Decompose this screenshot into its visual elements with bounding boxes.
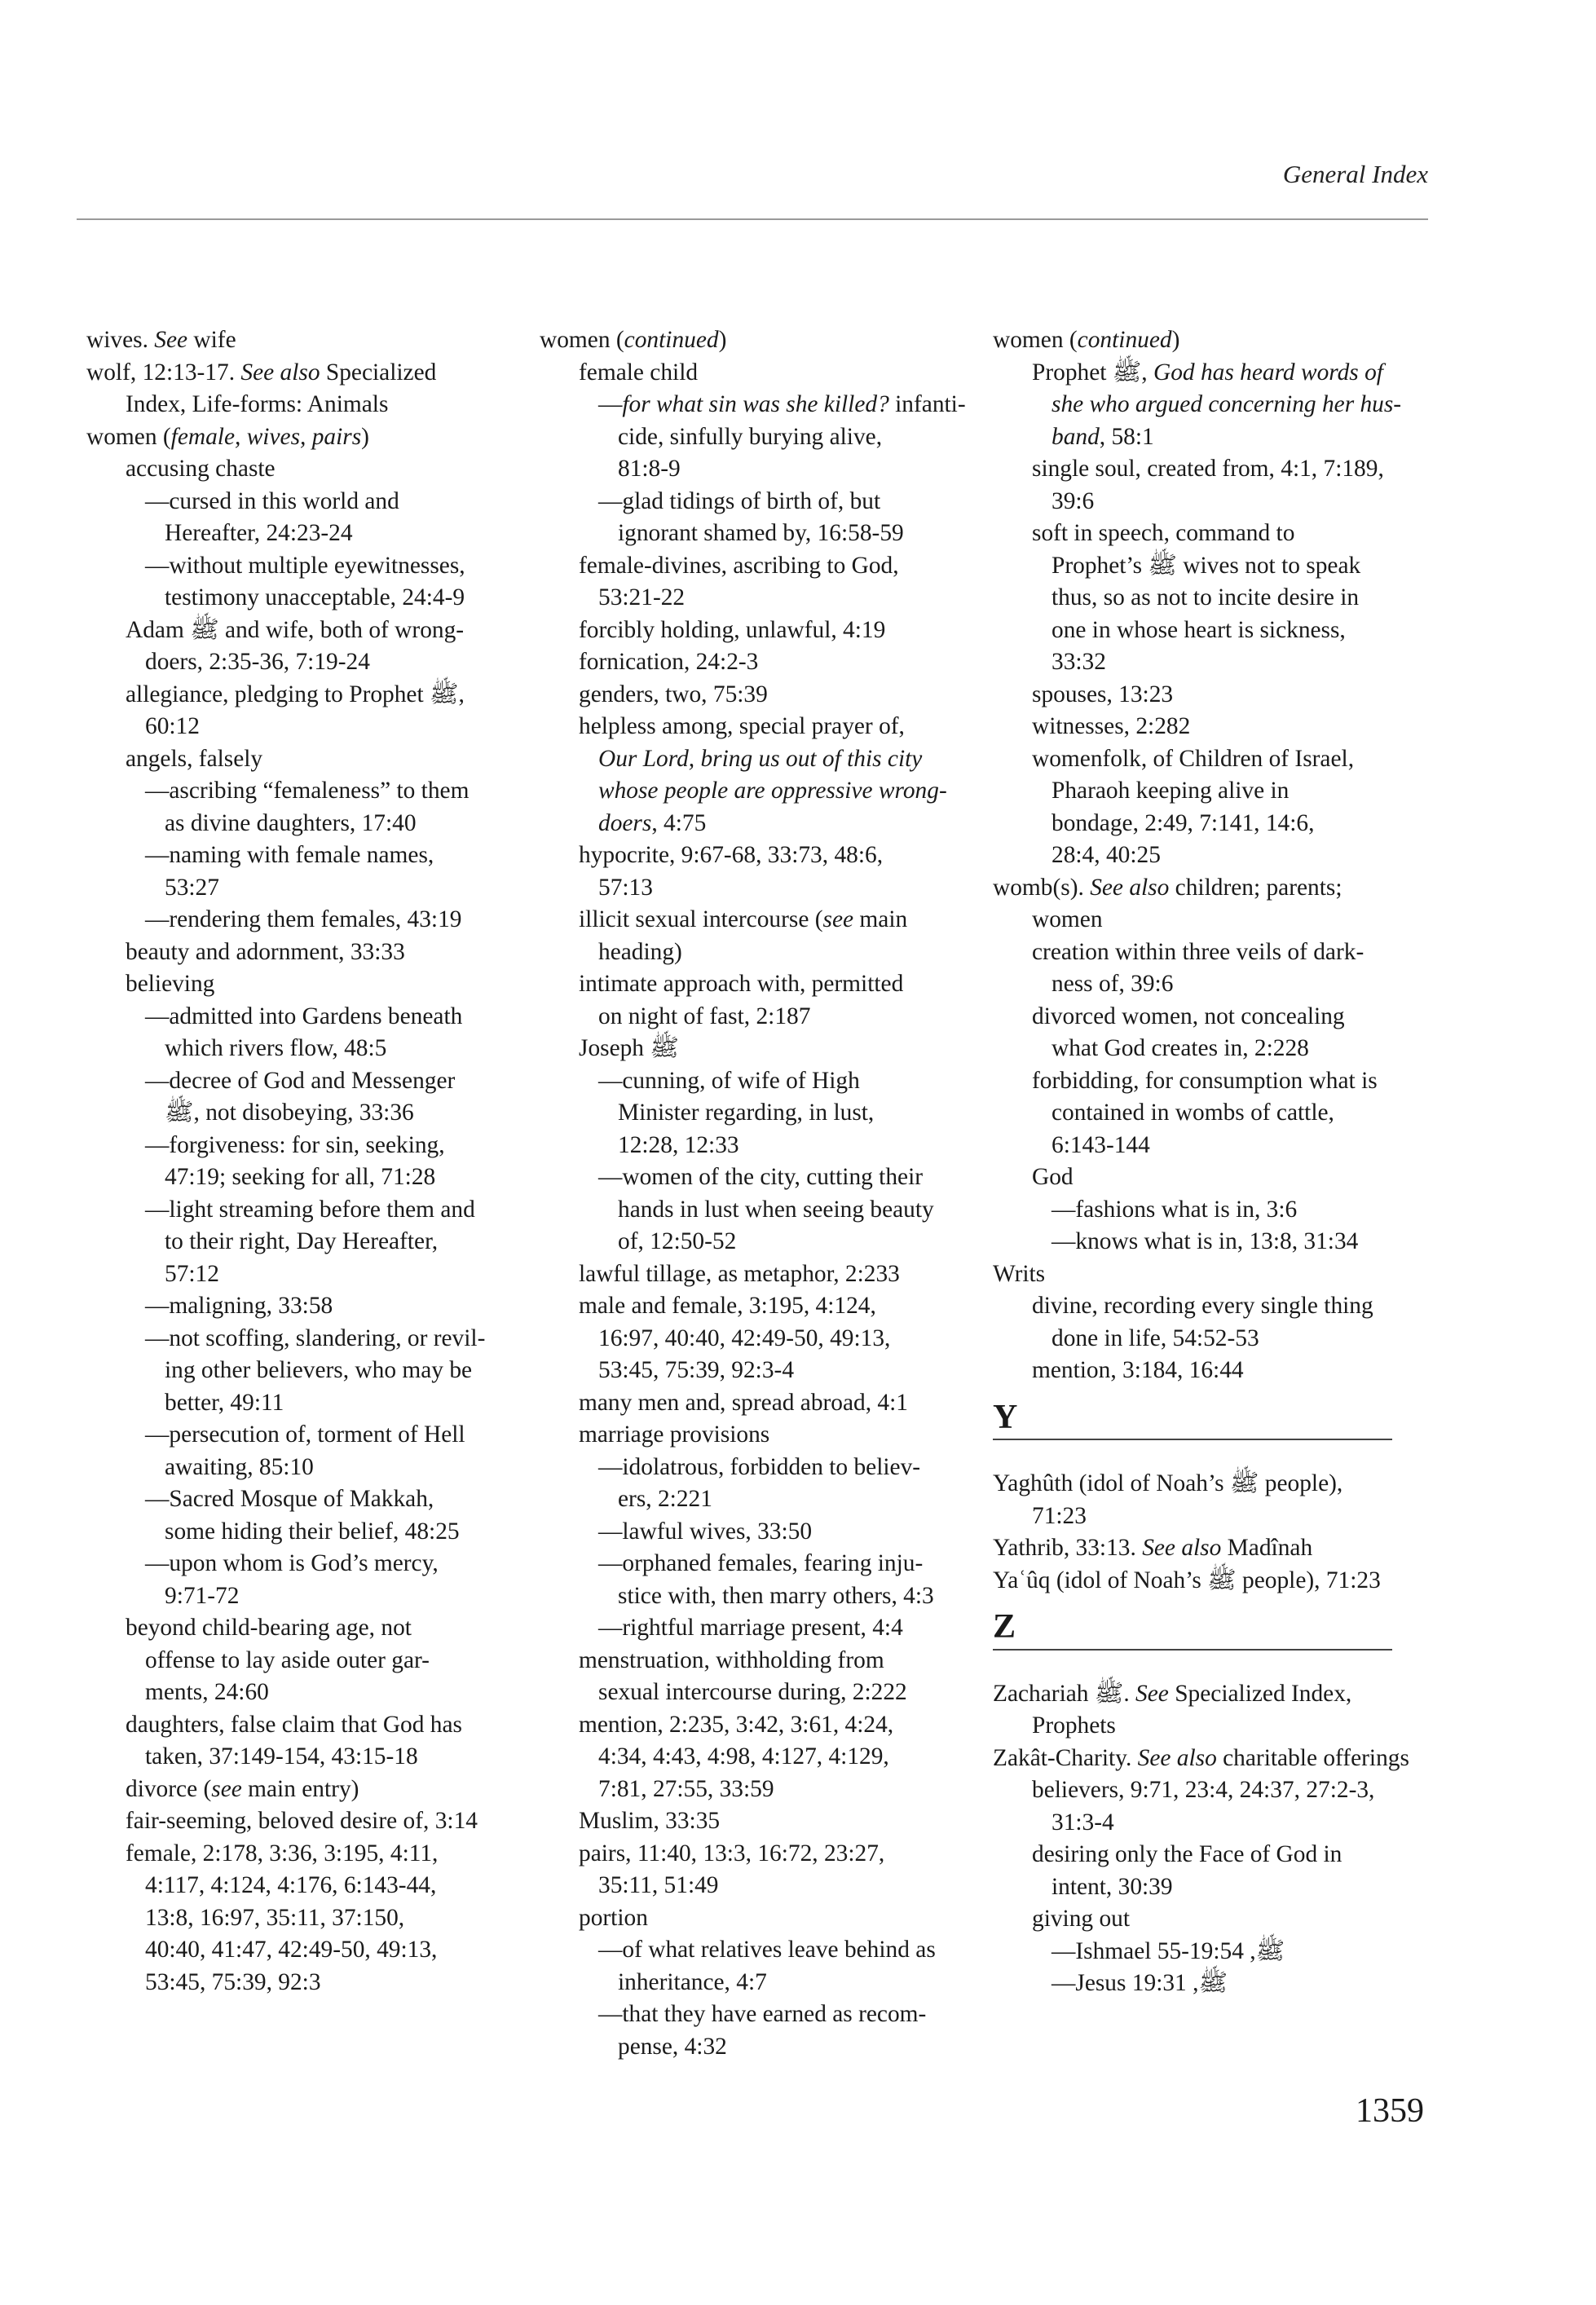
index-entry-line: 4:117, 4:124, 4:176, 6:143-44, (145, 1872, 437, 1898)
index-entry-line: —cursed in this world and (145, 487, 399, 514)
index-entry-line: —knows what is in, 13:8, 31:34 (1052, 1228, 1359, 1254)
index-entry-line: —decree of God and Messenger (145, 1067, 456, 1094)
index-entry-line: —admitted into Gardens beneath (145, 1003, 463, 1029)
running-head: General Index (1282, 160, 1428, 188)
index-entry-line: doers, 2:35-36, 7:19-24 (145, 649, 370, 675)
index-entry-line: 53:45, 75:39, 92:3 (145, 1968, 321, 1995)
index-entry-line: womenfolk, of Children of Israel, (1032, 745, 1355, 772)
index-entry-line: she who argued concerning her hus- (1052, 391, 1402, 417)
index-entry-line: ers, 2:221 (618, 1486, 712, 1512)
index-entry-line: 35:11, 51:49 (598, 1872, 719, 1898)
index-entry-line: divorce (see main entry) (126, 1775, 359, 1802)
index-entry-line: —Ishmael ﷺ, 19:54-55 (1052, 1937, 1285, 1964)
index-entry-line: pense, 4:32 (618, 2033, 727, 2060)
index-entry-line: —maligning, 33:58 (145, 1293, 333, 1319)
index-entry-line: desiring only the Face of God in (1032, 1841, 1342, 1867)
index-entry-line: 31:3-4 (1052, 1809, 1114, 1836)
index-entry-line: 57:12 (165, 1260, 219, 1287)
index-entry-line: helpless among, special prayer of, (579, 713, 905, 739)
index-column-2 (540, 324, 980, 2063)
index-entry-line: women (female, wives, pairs) (86, 423, 369, 450)
index-entry-line: cide, sinfully burying alive, (618, 423, 883, 450)
index-entry-line: marriage provisions (579, 1421, 770, 1448)
index-entry-line: 7:81, 27:55, 33:59 (598, 1775, 774, 1802)
index-entry-line: Our Lord, bring us out of this city (598, 745, 923, 772)
index-entry-line: lawful tillage, as metaphor, 2:233 (579, 1260, 900, 1287)
index-entry-line: taken, 37:149-154, 43:15-18 (145, 1743, 418, 1770)
index-entry-line: 33:32 (1052, 649, 1106, 675)
index-entry-line: beyond child-bearing age, not (126, 1615, 412, 1641)
header-rule (77, 218, 1428, 220)
index-entry-line: —naming with female names, (145, 842, 434, 868)
index-entry-line: some hiding their belief, 48:25 (165, 1518, 460, 1545)
index-entry-line: Yaghûth (idol of Noah’s ﷺ people), (993, 1470, 1343, 1496)
index-entry-line: 9:71-72 (165, 1582, 240, 1609)
index-entry-line: 12:28, 12:33 (618, 1131, 739, 1158)
index-entry-line: heading) (598, 938, 682, 965)
index-entry-line: genders, two, 75:39 (579, 681, 768, 707)
index-entry-line: womb(s). See also children; parents; (993, 874, 1342, 901)
index-entry-line: offense to lay aside outer gar- (145, 1646, 430, 1673)
index-entry-line: female, 2:178, 3:36, 3:195, 4:11, (126, 1840, 439, 1866)
index-entry-line: ness of, 39:6 (1052, 971, 1174, 997)
index-entry-line: —rightful marriage present, 4:4 (598, 1615, 903, 1641)
index-entry-line: illicit sexual intercourse (see main (579, 906, 908, 932)
index-entry-line: thus, so as not to incite desire in (1052, 584, 1360, 610)
index-entry-line: God (1032, 1164, 1074, 1190)
index-entry-line: 53:21-22 (598, 584, 686, 610)
index-entry-line: doers, 4:75 (598, 809, 707, 836)
index-entry-line: divorced women, not concealing (1032, 1003, 1345, 1029)
index-entry-line: Zachariah ﷺ. See Specialized Index, (993, 1680, 1352, 1707)
index-entry-line: Yathrib, 33:13. See also Madînah (993, 1535, 1313, 1561)
index-column-1 (86, 324, 527, 1999)
section-rule (993, 1649, 1392, 1651)
index-entry-line: —lawful wives, 33:50 (598, 1518, 813, 1545)
index-entry-line: women (continued) (993, 327, 1180, 353)
index-entry-line: soft in speech, command to (1032, 520, 1295, 546)
index-entry-line: —Sacred Mosque of Makkah, (145, 1486, 434, 1512)
index-entry-line: Minister regarding, in lust, (618, 1100, 875, 1126)
index-entry-line: —without multiple eyewitnesses, (145, 552, 465, 579)
index-entry-line: Joseph ﷺ (579, 1035, 679, 1061)
index-entry-line: daughters, false claim that God has (126, 1711, 462, 1738)
index-entry-line: —persecution of, torment of Hell (145, 1421, 465, 1448)
index-entry-line: band, 58:1 (1052, 423, 1154, 450)
index-entry-line: —light streaming before them and (145, 1196, 475, 1223)
index-entry-line: fornication, 24:2-3 (579, 649, 759, 675)
index-entry-line: to their right, Day Hereafter, (165, 1228, 439, 1254)
index-entry-line: Adam ﷺ and wife, both of wrong- (126, 616, 465, 643)
index-entry-line: —forgiveness: for sin, seeking, (145, 1131, 445, 1158)
index-entry-line: believing (126, 971, 215, 997)
index-entry-line: stice with, then marry others, 4:3 (618, 1582, 934, 1609)
index-entry-line: —glad tidings of birth of, but (598, 487, 881, 514)
index-entry-line: mention, 3:184, 16:44 (1032, 1357, 1244, 1383)
index-entry-line: 6:143-144 (1052, 1131, 1150, 1158)
index-entry-line: 53:45, 75:39, 92:3-4 (598, 1357, 795, 1383)
index-entry-line: many men and, spread abroad, 4:1 (579, 1389, 908, 1416)
index-entry-line: —not scoffing, slandering, or revil- (145, 1324, 486, 1351)
index-entry-line: divine, recording every single thing (1032, 1293, 1373, 1319)
index-entry-line: ignorant shamed by, 16:58-59 (618, 520, 904, 546)
index-entry-line: —rendering them females, 43:19 (145, 906, 462, 932)
index-entry-line: menstruation, withholding from (579, 1646, 884, 1673)
index-column-3 (993, 324, 1441, 2000)
index-entry-line: —Jesus ﷺ, 19:31 (1052, 1970, 1228, 1996)
index-entry-line: Pharaoh keeping alive in (1052, 778, 1290, 804)
index-entry-line: giving out (1032, 1906, 1131, 1932)
index-entry-line: —women of the city, cutting their (598, 1164, 924, 1190)
index-entry-line: Writs (993, 1260, 1046, 1287)
index-entry-line: women (continued) (540, 327, 727, 353)
index-entry-line: 60:12 (145, 713, 200, 739)
index-entry-line: 40:40, 41:47, 42:49-50, 49:13, (145, 1937, 438, 1963)
index-entry-line: male and female, 3:195, 4:124, (579, 1293, 876, 1319)
index-entry-line: —idolatrous, forbidden to believ- (598, 1453, 921, 1480)
index-entry-line: portion (579, 1904, 648, 1931)
index-entry-line: 71:23 (1032, 1502, 1087, 1529)
index-entry-line: contained in wombs of cattle, (1052, 1100, 1334, 1126)
index-entry-line: wolf, 12:13-17. See also Specialized (86, 359, 437, 386)
index-entry-line: 47:19; seeking for all, 71:28 (165, 1164, 436, 1190)
index-entry-line: —ascribing “femaleness” to them (145, 778, 470, 804)
index-entry-line: intent, 30:39 (1052, 1873, 1173, 1900)
index-entry-line: pairs, 11:40, 13:3, 16:72, 23:27, (579, 1840, 885, 1866)
index-entry-line: sexual intercourse during, 2:222 (598, 1679, 907, 1705)
index-entry-line: ing other believers, who may be (165, 1357, 473, 1383)
index-entry-line: —that they have earned as recom- (598, 2001, 927, 2027)
section-rule (993, 1439, 1392, 1440)
index-entry-line: creation within three veils of dark- (1032, 938, 1365, 965)
index-entry-line: forcibly holding, unlawful, 4:19 (579, 616, 886, 643)
index-entry-line: beauty and adornment, 33:33 (126, 938, 405, 965)
index-entry-line: women (1032, 906, 1103, 932)
index-entry-line: bondage, 2:49, 7:141, 14:6, (1052, 809, 1315, 836)
index-entry-line: allegiance, pledging to Prophet ﷺ, (126, 681, 465, 707)
section-letter: Y (993, 1398, 1018, 1436)
index-entry-line: believers, 9:71, 23:4, 24:37, 27:2-3, (1032, 1777, 1375, 1803)
index-entry-line: of, 12:50-52 (618, 1228, 737, 1254)
index-entry-line: which rivers flow, 48:5 (165, 1035, 387, 1061)
index-entry-line: female child (579, 359, 699, 386)
index-entry-line: testimony unacceptable, 24:4-9 (165, 584, 465, 610)
index-entry-line: whose people are oppressive wrong- (598, 778, 947, 804)
index-entry-line: mention, 2:235, 3:42, 3:61, 4:24, (579, 1711, 894, 1738)
index-entry-line: what God creates in, 2:228 (1052, 1035, 1309, 1061)
index-entry-line: —of what relatives leave behind as (598, 1937, 936, 1963)
index-entry-line: awaiting, 85:10 (165, 1453, 314, 1480)
index-entry-line: better, 49:11 (165, 1389, 284, 1416)
index-entry-line: single soul, created from, 4:1, 7:189, (1032, 456, 1384, 482)
index-entry-line: accusing chaste (126, 456, 276, 482)
index-entry-line: —orphaned females, fearing inju- (598, 1550, 924, 1576)
index-entry-line: —cunning, of wife of High (598, 1067, 860, 1094)
index-entry-line: —upon whom is God’s mercy, (145, 1550, 439, 1576)
index-entry-line: hands in lust when seeing beauty (618, 1196, 934, 1223)
index-entry-line: 4:34, 4:43, 4:98, 4:127, 4:129, (598, 1743, 889, 1770)
index-entry-line: done in life, 54:52-53 (1052, 1324, 1259, 1351)
index-entry-line: angels, falsely (126, 745, 263, 772)
index-entry-line: Hereafter, 24:23-24 (165, 520, 353, 546)
index-entry-line: 81:8-9 (618, 456, 681, 482)
page-number: 1359 (1356, 2092, 1424, 2130)
index-entry-line: wives. See wife (86, 327, 236, 353)
index-entry-line: Index, Life-forms: Animals (126, 391, 389, 417)
index-entry-line: ﷺ, not disobeying, 33:36 (165, 1100, 414, 1126)
index-entry-line: as divine daughters, 17:40 (165, 809, 417, 836)
index-entry-line: witnesses, 2:282 (1032, 713, 1191, 739)
index-entry-line: one in whose heart is sickness, (1052, 616, 1346, 643)
index-entry-line: intimate approach with, permitted (579, 971, 904, 997)
index-entry-line: 28:4, 40:25 (1052, 842, 1161, 868)
index-entry-line: on night of fast, 2:187 (598, 1003, 811, 1029)
index-entry-line: Prophet ﷺ, God has heard words of (1032, 359, 1383, 386)
index-entry-line: —for what sin was she killed? infanti- (598, 391, 966, 417)
index-entry-line: ments, 24:60 (145, 1679, 269, 1705)
index-entry-line: Zakât-Charity. See also charitable offerings (993, 1744, 1409, 1771)
index-entry-line: 13:8, 16:97, 35:11, 37:150, (145, 1904, 405, 1931)
index-entry-line: spouses, 13:23 (1032, 681, 1174, 707)
index-entry-line: Prophet’s ﷺ wives not to speak (1052, 552, 1361, 579)
index-entry-line: 53:27 (165, 874, 219, 901)
section-letter: Z (993, 1608, 1016, 1646)
index-entry-line: 39:6 (1052, 487, 1095, 514)
index-entry-line: Yaʿûq (idol of Noah’s ﷺ people), 71:23 (993, 1567, 1381, 1593)
index-entry-line: forbidding, for consumption what is (1032, 1067, 1378, 1094)
index-entry-line: hypocrite, 9:67-68, 33:73, 48:6, (579, 842, 884, 868)
index-entry-line: female-divines, ascribing to God, (579, 552, 899, 579)
index-entry-line: 16:97, 40:40, 42:49-50, 49:13, (598, 1324, 891, 1351)
index-entry-line: 57:13 (598, 874, 653, 901)
index-entry-line: Muslim, 33:35 (579, 1808, 721, 1834)
index-entry-line: —fashions what is in, 3:6 (1052, 1196, 1298, 1223)
index-entry-line: Prophets (1032, 1712, 1116, 1739)
index-entry-line: inheritance, 4:7 (618, 1968, 767, 1995)
index-entry-line: fair-seeming, beloved desire of, 3:14 (126, 1808, 478, 1834)
